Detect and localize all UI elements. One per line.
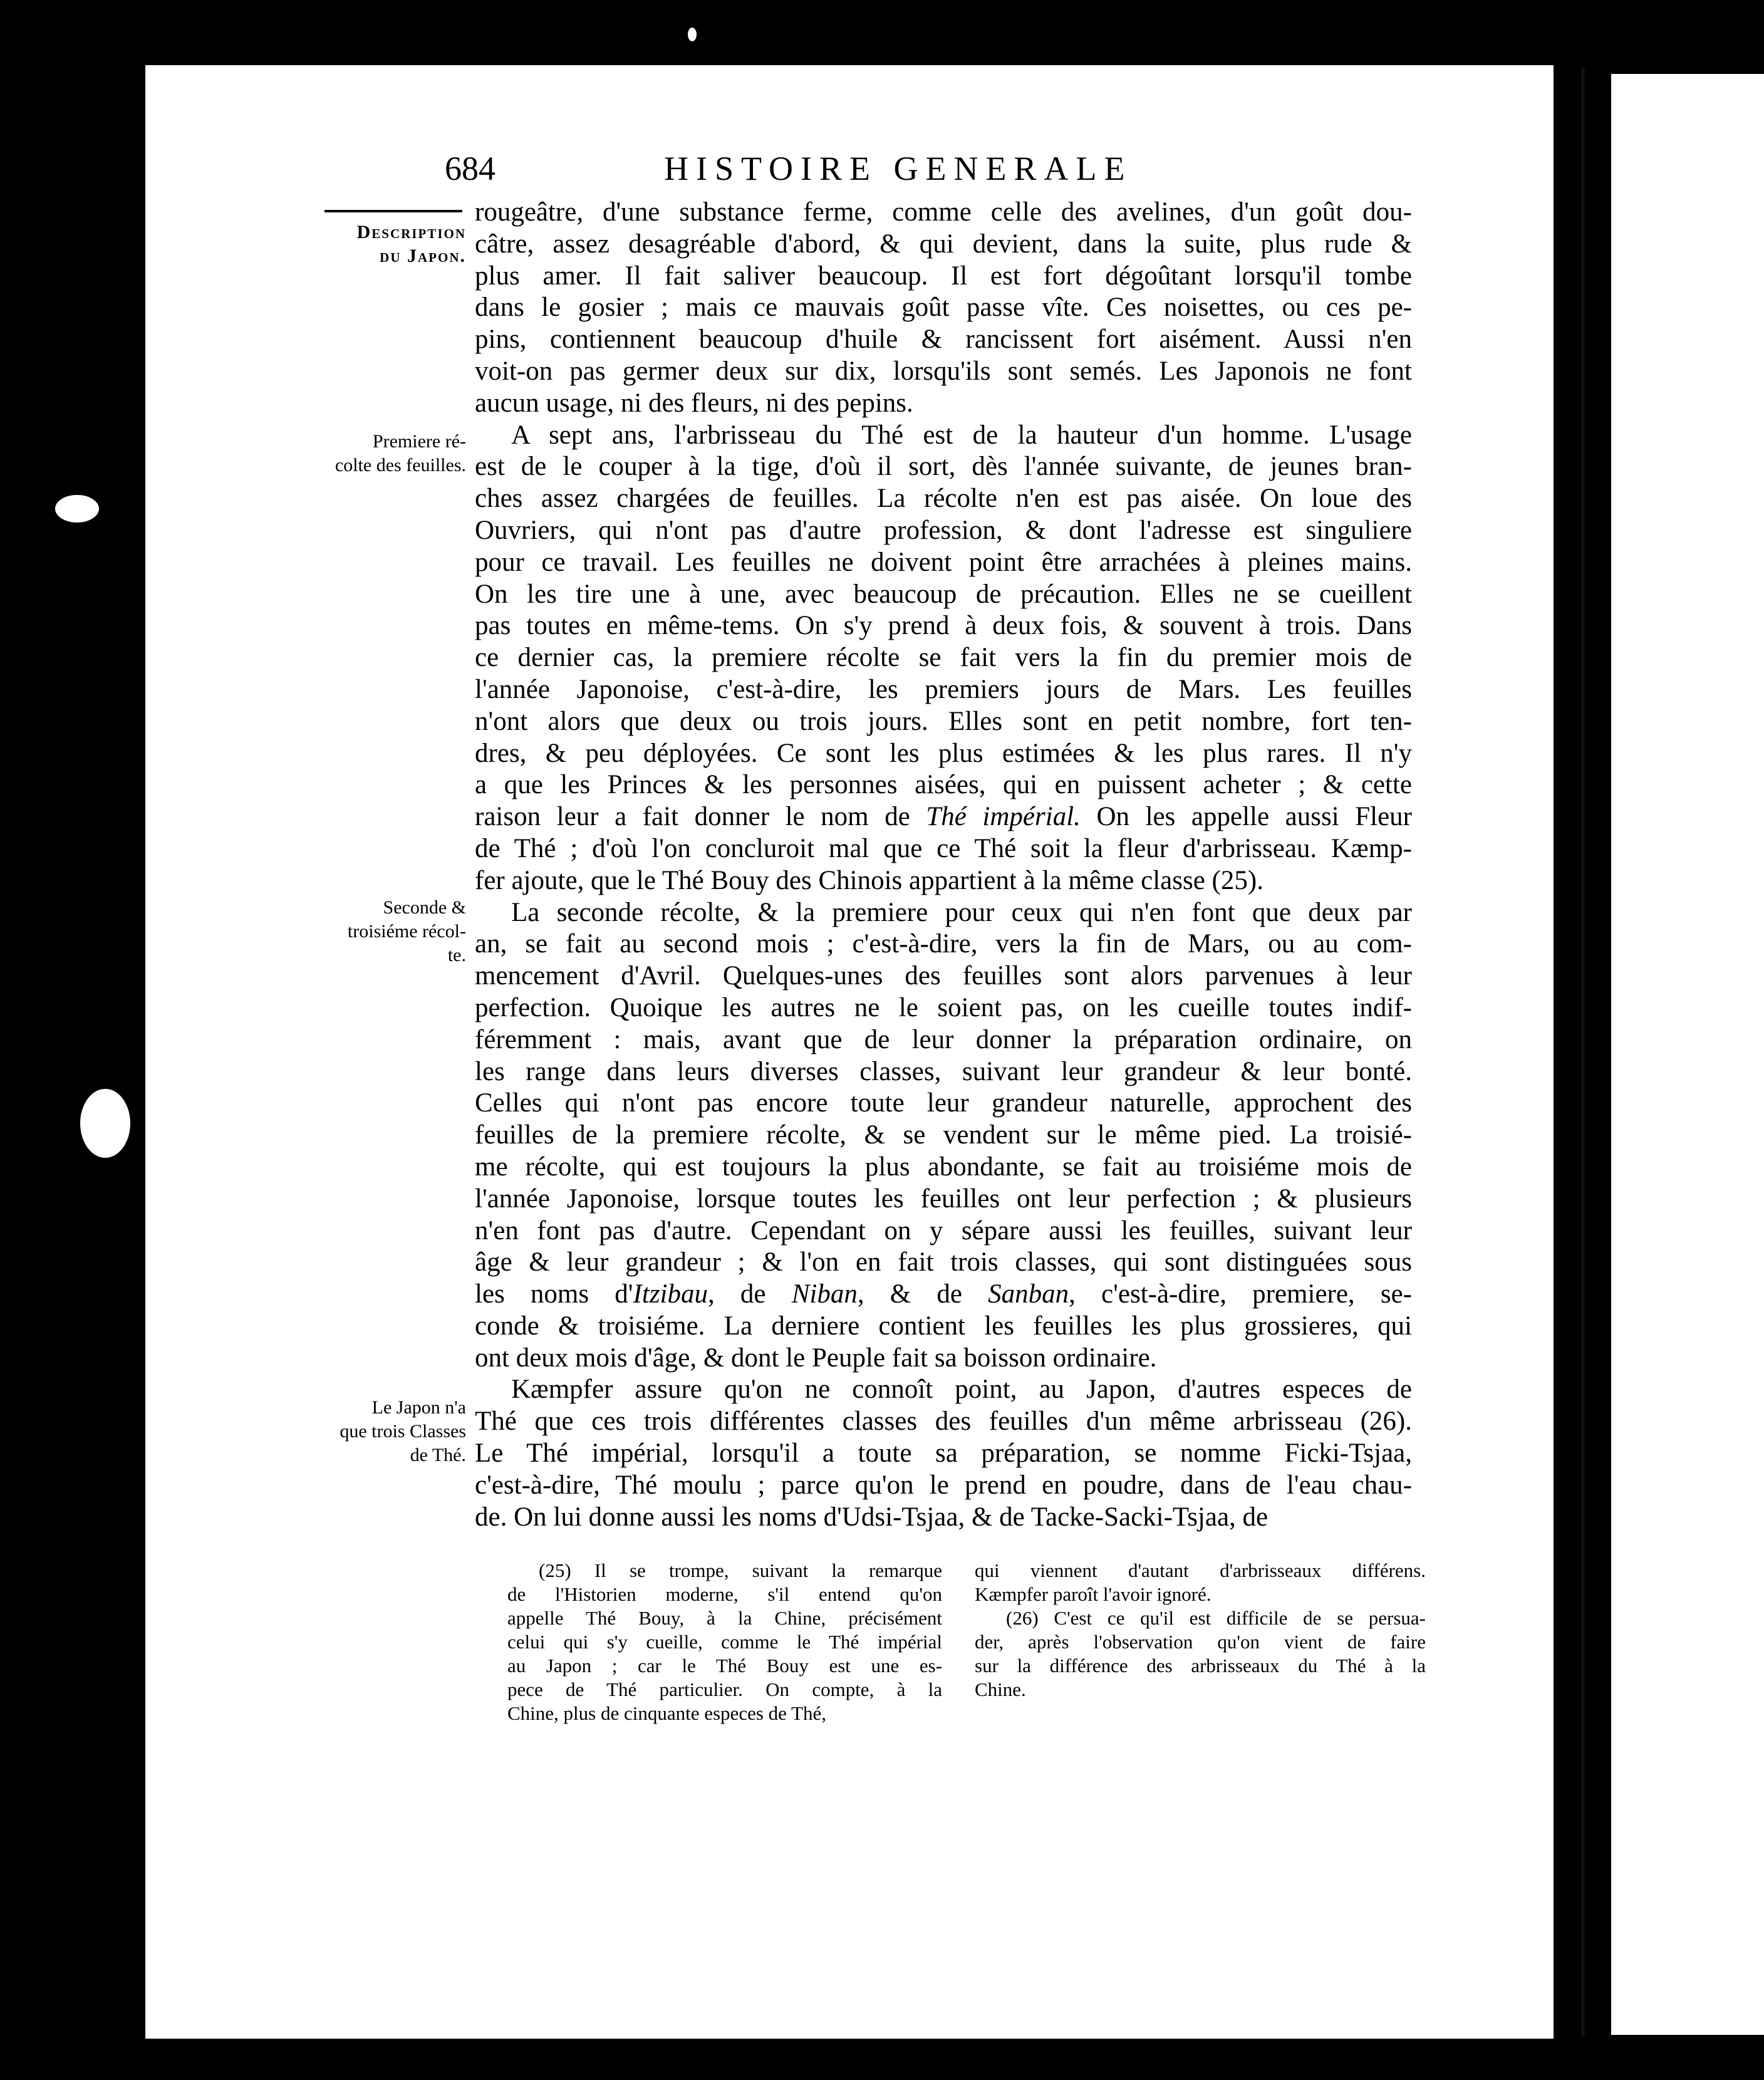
footnote-line: Chine. xyxy=(975,1678,1026,1700)
text-line: voit-on pas germer deux sur dix, lorsqu'ils sont semés. Les Japonois ne font xyxy=(475,356,1412,386)
footnote-line: Chine, plus de cinquante especes de Thé, xyxy=(507,1702,827,1724)
text-line: de Thé ; d'où l'on concluroit mal que ce Thé soit la fleur d'arbrisseau. Kæmp- xyxy=(475,833,1412,863)
margin-note-line: Premiere ré- xyxy=(372,431,466,452)
margin-note-line: troisiéme récol- xyxy=(347,921,466,942)
margin-note-line: te. xyxy=(447,945,466,965)
text-line: me récolte, qui est toujours la plus abondante, se fait au troisiéme mois de xyxy=(475,1152,1412,1182)
footnote-line: au Japon ; car le Thé Bouy est une es- xyxy=(507,1655,942,1677)
margin-note-seconde-recolte xyxy=(303,896,466,967)
text-line: an, se fait au second mois ; c'est-à-dire, vers la fin de Mars, ou au com- xyxy=(475,929,1412,959)
footnote-column-left xyxy=(507,1559,942,1725)
margin-rule xyxy=(324,210,462,212)
margin-note-line: du Japon. xyxy=(380,246,466,266)
text-line: raison leur a fait donner le nom de Thé impérial. On les appelle aussi Fleur xyxy=(475,802,1412,832)
text-line: mencement d'Avril. Quelques-unes des feuilles sont alors parvenues à leur xyxy=(475,961,1412,991)
text-line: l'année Japonoise, c'est-à-dire, les premiers jours de Mars. Les feuilles xyxy=(475,674,1412,704)
footnote-line: qui viennent d'autant d'arbrisseaux différens. xyxy=(975,1559,1426,1581)
text-line: fer ajoute, que le Thé Bouy des Chinois appartient à la même classe (25). xyxy=(475,865,1263,895)
footnote-line: appelle Thé Bouy, à la Chine, précisément xyxy=(507,1607,942,1629)
running-title: HISTOIRE GENERALE xyxy=(664,150,1133,187)
margin-note-line: de Thé. xyxy=(410,1445,466,1465)
footnote-line: de l'Historien moderne, s'il entend qu'on xyxy=(507,1583,942,1605)
footnote-line: celui qui s'y cueille, comme le Thé impérial xyxy=(507,1631,942,1653)
margin-note-line: Description xyxy=(356,222,466,242)
text-line: de. On lui donne aussi les noms d'Udsi-Tsjaa, & de Tacke-Sacki-Tsjaa, de xyxy=(475,1502,1269,1532)
margin-note-line: Seconde & xyxy=(383,897,466,918)
scan-speck xyxy=(80,1089,130,1158)
text-line: n'ont alors que deux ou trois jours. Elles sont en petit nombre, fort ten- xyxy=(475,706,1412,736)
text-line: Ouvriers, qui n'ont pas d'autre profession, & dont l'adresse est singuliere xyxy=(475,515,1412,545)
text-line: est de le couper à la tige, d'où il sort, dès l'année suivante, de jeunes bran- xyxy=(475,452,1412,482)
text-line: les noms d'Itzibau, de Niban, & de Sanban, c'est-à-dire, premiere, se- xyxy=(475,1279,1412,1309)
margin-note-trois-classes xyxy=(303,1396,466,1467)
text-line: aucun usage, ni des fleurs, ni des pepins. xyxy=(475,388,913,418)
margin-note-line: colte des feuilles. xyxy=(335,455,466,476)
text-line: plus amer. Il fait saliver beaucoup. Il est fort dégoûtant lorsqu'il tombe xyxy=(475,261,1412,291)
text-line: féremment : mais, avant que de leur donner la préparation ordinaire, on xyxy=(475,1024,1412,1054)
margin-note-description xyxy=(303,221,466,268)
footnote-line: Kæmpfer paroît l'avoir ignoré. xyxy=(975,1583,1211,1605)
text-line: n'en font pas d'autre. Cependant on y sépare aussi les feuilles, suivant leur xyxy=(475,1215,1412,1245)
main-text xyxy=(475,197,1412,1533)
text-line: conde & troisiéme. La derniere contient les feuilles les plus grossieres, qui xyxy=(475,1311,1412,1341)
text-line: ches assez chargées de feuilles. La récolte n'en est pas aisée. On loue des xyxy=(475,484,1412,514)
text-line: ont deux mois d'âge, & dont le Peuple fait sa boisson ordinaire. xyxy=(475,1343,1157,1373)
footnote-line: sur la différence des arbrisseaux du Thé à la xyxy=(975,1655,1426,1677)
text-line: feuilles de la premiere récolte, & se vendent sur le même pied. La troisié- xyxy=(475,1120,1412,1150)
text-line: dans le gosier ; mais ce mauvais goût passe vîte. Ces noisettes, ou ces pe- xyxy=(475,293,1412,323)
text-line: ce dernier cas, la premiere récolte se fait vers la fin du premier mois de xyxy=(475,643,1412,673)
scan-speck xyxy=(688,28,697,41)
text-line: Le Thé impérial, lorsqu'il a toute sa préparation, se nomme Ficki-Tsjaa, xyxy=(475,1438,1412,1469)
text-line: La seconde récolte, & la premiere pour ceux qui n'en font que deux par xyxy=(511,897,1412,927)
text-line: A sept ans, l'arbrisseau du Thé est de la hauteur d'un homme. L'usage xyxy=(511,420,1412,450)
text-line: perfection. Quoique les autres ne le soient pas, on les cueille toutes indif- xyxy=(475,992,1412,1022)
scan-speck xyxy=(55,495,99,523)
margin-note-premiere-recolte xyxy=(303,430,466,477)
text-line: dres, & peu déployées. Ce sont les plus estimées & les plus rares. Il n'y xyxy=(475,738,1412,768)
text-line: a que les Princes & les personnes aisées, qui en puissent acheter ; & cette xyxy=(475,770,1412,800)
text-line: âge & leur grandeur ; & l'on en fait trois classes, qui sont distinguées sous xyxy=(475,1247,1412,1277)
footnote-line: der, après l'observation qu'on vient de faire xyxy=(975,1631,1426,1653)
footnote-line: (25) Il se trompe, suivant la remarque xyxy=(539,1559,942,1581)
text-line: câtre, assez desagréable d'abord, & qui devient, dans la suite, plus rude & xyxy=(475,229,1412,259)
text-line: rougeâtre, d'une substance ferme, comme celle des avelines, d'un goût dou- xyxy=(475,197,1412,227)
text-line: pas toutes en même-tems. On s'y prend à deux fois, & souvent à trois. Dans xyxy=(475,611,1412,641)
text-line: pour ce travail. Les feuilles ne doivent point être arrachées à pleines mains. xyxy=(475,547,1412,577)
facing-page-edge xyxy=(1611,74,1764,2035)
text-line: Kæmpfer assure qu'on ne connoît point, au Japon, d'autres especes de xyxy=(511,1375,1412,1405)
footnote-line: (26) C'est ce qu'il est difficile de se persua- xyxy=(1006,1607,1426,1629)
margin-note-line: que trois Classes xyxy=(340,1421,466,1442)
text-line: les range dans leurs diverses classes, suivant leur grandeur & leur bonté. xyxy=(475,1056,1412,1086)
page-number: 684 xyxy=(445,150,495,187)
footnote-line: pece de Thé particulier. On compte, à la xyxy=(507,1678,942,1700)
text-line: Celles qui n'ont pas encore toute leur grandeur naturelle, approchent des xyxy=(475,1088,1412,1118)
text-line: On les tire une à une, avec beaucoup de précaution. Elles ne se cueillent xyxy=(475,579,1412,609)
text-line: l'année Japonoise, lorsque toutes les feuilles ont leur perfection ; & plusieurs xyxy=(475,1183,1412,1214)
text-line: c'est-à-dire, Thé moulu ; parce qu'on le prend en poudre, dans de l'eau chau- xyxy=(475,1470,1412,1500)
text-line: pins, contiennent beaucoup d'huile & rancissent fort aisément. Aussi n'en xyxy=(475,325,1412,355)
footnote-column-right xyxy=(975,1559,1426,1702)
page-gutter-line xyxy=(1581,69,1585,2036)
text-line: Thé que ces trois différentes classes des feuilles d'un même arbrisseau (26). xyxy=(475,1407,1412,1437)
margin-note-line: Le Japon n'a xyxy=(371,1397,466,1418)
